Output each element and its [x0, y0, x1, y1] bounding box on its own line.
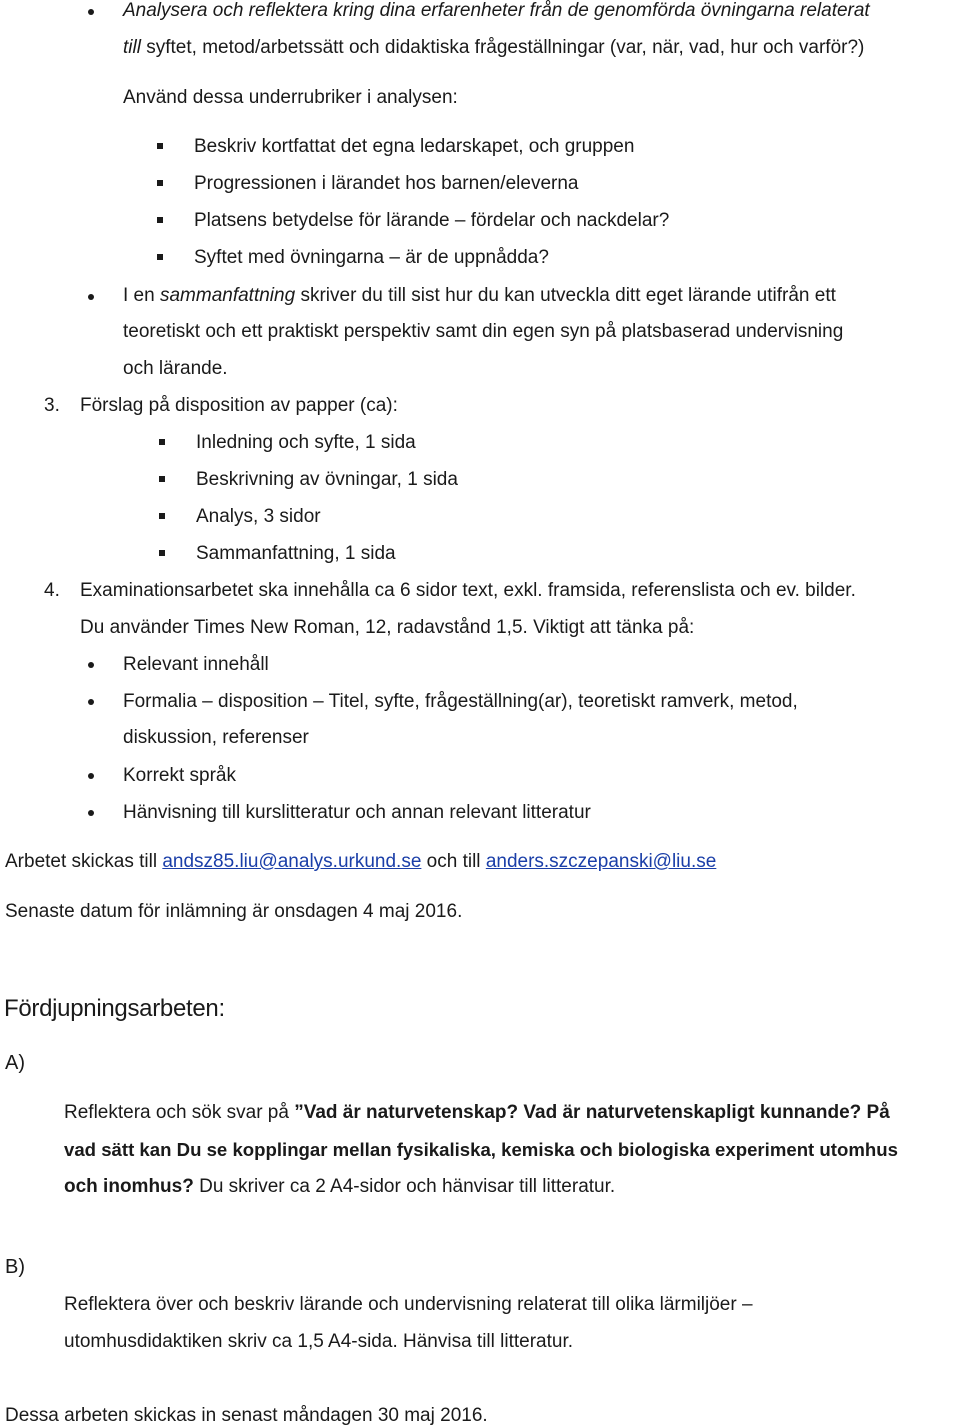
- square-bullet-icon: [157, 143, 163, 149]
- square-bullet-icon: [157, 217, 163, 223]
- bullet-dot: [88, 810, 94, 816]
- final-deadline: Dessa arbeten skickas in senast måndagen 30 maj 2016.: [5, 1405, 488, 1426]
- summary-line1: [123, 285, 836, 307]
- square-bullet-icon: [157, 254, 163, 260]
- option-a-line3-bold: och inomhus?: [64, 1176, 194, 1197]
- analysera-line2-rest: syftet, metod/arbetssätt och didaktiska frågeställningar (var, när, vad, hur och varför?): [146, 37, 865, 58]
- section4-line2: Du använder Times New Roman, 12, radavstånd 1,5. Viktigt att tänka på:: [80, 617, 695, 638]
- square-bullet-icon: [159, 439, 165, 445]
- summary-line3: och lärande.: [123, 358, 228, 379]
- tips-item: Hänvisning till kurslitteratur och annan relevant litteratur: [123, 802, 591, 823]
- option-a-line3: [64, 1176, 615, 1198]
- option-a-line1: [64, 1102, 890, 1124]
- email-link-teacher[interactable]: anders.szczepanski@liu.se: [485, 851, 717, 872]
- square-bullet-icon: [159, 476, 165, 482]
- section4-line1: Examinationsarbetet ska innehålla ca 6 sidor text, exkl. framsida, referenslista och ev. bilder.: [80, 580, 856, 601]
- tips-item: Relevant innehåll: [123, 654, 269, 675]
- option-a-line1-pre: Reflektera och sök svar på: [64, 1102, 289, 1123]
- bullet-dot: [88, 662, 94, 668]
- bullet-dot: [88, 773, 94, 779]
- square-bullet-icon: [159, 513, 165, 519]
- square-bullet-icon: [159, 550, 165, 556]
- analysera-line2: [123, 37, 864, 59]
- section4-number: 4.: [44, 580, 60, 601]
- square-bullet-icon: [157, 180, 163, 186]
- email-link-urkund[interactable]: andsz85.liu@analys.urkund.se: [162, 851, 422, 872]
- submission-line: [5, 851, 716, 873]
- subheading-item: Progressionen i lärandet hos barnen/eleverna: [194, 173, 579, 194]
- option-b-label: B): [5, 1256, 25, 1278]
- bullet-dot-analysera: [88, 9, 94, 15]
- summary-pre: I en: [123, 285, 155, 306]
- disposition-item: Analys, 3 sidor: [196, 506, 321, 527]
- summary-rest: skriver du till sist hur du kan utveckla ditt eget lärande utifrån ett: [300, 285, 836, 306]
- summary-italic: sammanfattning: [159, 285, 296, 306]
- submission-mid: och till: [426, 851, 481, 872]
- bullet-dot-summary: [88, 294, 94, 300]
- tips-item-continuation: diskussion, referenser: [123, 727, 309, 748]
- section3-title: Förslag på disposition av papper (ca):: [80, 395, 398, 416]
- tips-item: Korrekt språk: [123, 765, 236, 786]
- deadline-text: Senaste datum för inlämning är onsdagen 4 maj 2016.: [5, 901, 463, 922]
- option-a-label: A): [5, 1052, 25, 1074]
- subheading-item: Platsens betydelse för lärande – fördelar och nackdelar?: [194, 210, 670, 231]
- bullet-dot: [88, 699, 94, 705]
- option-b-line2: utomhusdidaktiken skriv ca 1,5 A4-sida. Hänvisa till litteratur.: [64, 1331, 574, 1352]
- tips-item: Formalia – disposition – Titel, syfte, frågeställning(ar), teoretiskt ramverk, metod,: [123, 691, 798, 712]
- submission-pre: Arbetet skickas till: [5, 851, 158, 872]
- option-a-line3-rest: Du skriver ca 2 A4-sidor och hänvisar till litteratur.: [199, 1176, 616, 1197]
- option-b-line1: Reflektera över och beskriv lärande och undervisning relaterat till olika lärmiljöer –: [64, 1294, 753, 1315]
- underrubriker-intro: Använd dessa underrubriker i analysen:: [123, 87, 458, 108]
- fordjupning-heading: Fördjupningsarbeten:: [4, 995, 225, 1022]
- option-a-line2: vad sätt kan Du se kopplingar mellan fysikaliska, kemiska och biologiska experiment utomhus: [64, 1139, 898, 1160]
- disposition-item: Sammanfattning, 1 sida: [196, 543, 396, 564]
- disposition-item: Inledning och syfte, 1 sida: [196, 432, 416, 453]
- option-a-line1-bold: ”Vad är naturvetenskap? Vad är naturvetenskapligt kunnande? På: [294, 1102, 890, 1123]
- disposition-item: Beskrivning av övningar, 1 sida: [196, 469, 458, 490]
- analysera-line2-italic: till: [123, 37, 141, 58]
- summary-line2: teoretiskt och ett praktiskt perspektiv samt din egen syn på platsbaserad undervisning: [123, 321, 844, 342]
- analysera-line1: Analysera och reflektera kring dina erfarenheter från de genomförda övningarna relaterat: [123, 0, 870, 21]
- subheading-item: Syftet med övningarna – är de uppnådda?: [194, 247, 549, 268]
- section3-number: 3.: [44, 395, 60, 416]
- subheading-item: Beskriv kortfattat det egna ledarskapet, och gruppen: [194, 136, 635, 157]
